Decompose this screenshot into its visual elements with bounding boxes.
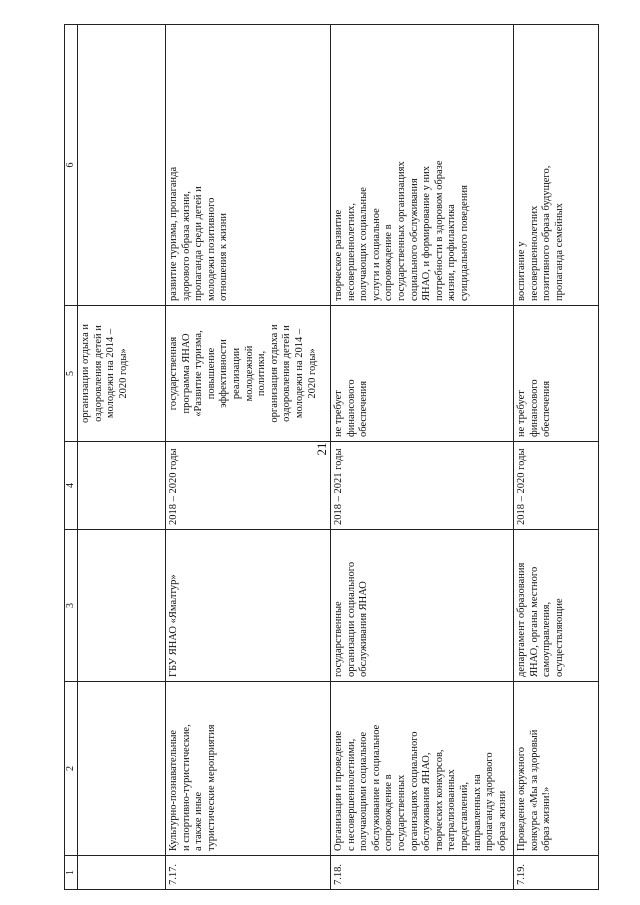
- funding-cell: не требует финансового обеспечения: [514, 306, 599, 442]
- period-cell: 2018 – 2020 годы: [514, 442, 599, 530]
- executor-cell: государственные организации социального обслуживания ЯНАО: [331, 530, 514, 682]
- header-cell: 6: [65, 25, 78, 306]
- table-row: [331, 25, 514, 890]
- row-number: 7.19.: [514, 856, 599, 890]
- header-cell: 2: [65, 682, 78, 856]
- result-cell: творческое развитие несовершеннолетних, получающих социальные услуги и социальное сопровождение в государственных организациях социального обслуживания ЯНАО, и формирование у них потребности в здоровом образе жизни, профилактика суицидального поведения: [331, 25, 514, 306]
- row-number: [78, 856, 166, 890]
- table-row: [78, 25, 166, 890]
- row-number: 7.17.: [166, 856, 331, 890]
- header-cell: 5: [65, 306, 78, 442]
- page-number: 21: [314, 442, 329, 456]
- funding-cell: государственная программа ЯНАО «Развитие туризма, повышение эффективности реализации молодежной политики, организация отдыха и оздоровления детей и молодежи на 2014 – 2020 годы»: [166, 306, 331, 442]
- period-cell: 2018 – 2020 годы: [166, 442, 331, 530]
- event-cell: [78, 682, 166, 856]
- measures-table: [64, 24, 599, 890]
- period-cell: [78, 442, 166, 530]
- result-cell: [78, 25, 166, 306]
- funding-cell: не требует финансового обеспечения: [331, 306, 514, 442]
- table-row: [166, 25, 331, 890]
- row-number: 7.18.: [331, 856, 514, 890]
- header-cell: 4: [65, 442, 78, 530]
- executor-cell: департамент образования ЯНАО, органы местного самоуправления, осуществляющие: [514, 530, 599, 682]
- period-cell: 2018 – 2021 годы: [331, 442, 514, 530]
- event-cell: Организация и проведение с несовершеннолетними, получающими социальное обслуживание и социальное сопровождение в государственных организациях социального обслуживания ЯНАО, творческих конкурсов, театрализованных представлений, направленных на пропаганду здорового образа жизни: [331, 682, 514, 856]
- event-cell: Культурно-познавательные и спортивно-туристические, а также иные туристические мероприятия: [166, 682, 331, 856]
- event-cell: Проведение окружного конкурса «Мы за здоровый образ жизни!»: [514, 682, 599, 856]
- executor-cell: [78, 530, 166, 682]
- table-header-row: [65, 25, 78, 890]
- executor-cell: ГБУ ЯНАО «Ямалтур»: [166, 530, 331, 682]
- table-row: [514, 25, 599, 890]
- funding-cell: организации отдыха и оздоровления детей и молодежи на 2014 – 2020 годы»: [78, 306, 166, 442]
- header-cell: 3: [65, 530, 78, 682]
- rotated-page-content: [64, 25, 622, 890]
- header-cell: 1: [65, 856, 78, 890]
- result-cell: развитие туризма, пропаганда здорового образа жизни, пропаганда среди детей и молодежи позитивного отношения к жизни: [166, 25, 331, 306]
- result-cell: воспитание у несовершеннолетних позитивного образа будущего, пропаганда семейных: [514, 25, 599, 306]
